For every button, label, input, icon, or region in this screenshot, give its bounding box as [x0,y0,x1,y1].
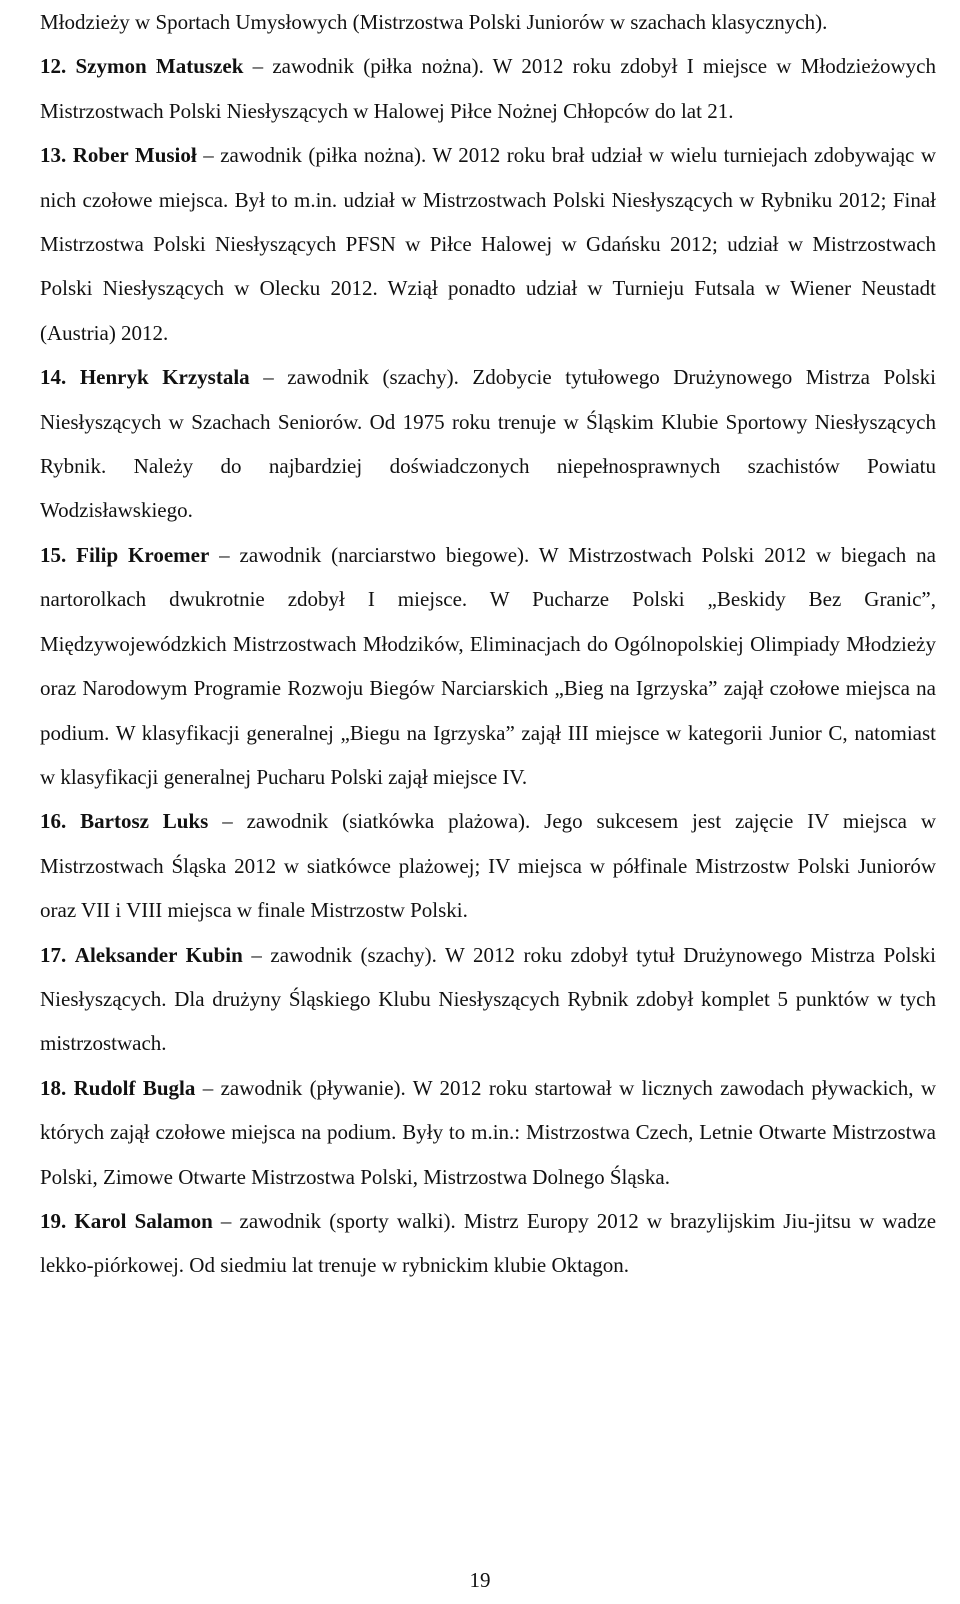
entry-12 [40,44,936,133]
entry-number: 14. [40,365,67,390]
document-body [40,0,936,1288]
entry-text: – zawodnik (pływanie). W 2012 roku startował w licznych zawodach pływackich, w których zajął czołowe miejsca na podium. Były to m.in.: Mistrzostwa Czech, Letnie Otwarte Mistrzostwa Polski, Zimowe Otwarte Mistrzostwa Polski, Mistrzostwa Dolnego Śląska. [40,1075,936,1189]
entry-name: Rudolf Bugla [73,1075,196,1100]
entry-name: Bartosz Luks [80,809,209,834]
entry-number: 18. [40,1075,67,1100]
intro-text: Młodzieży w Sportach Umysłowych (Mistrzostwa Polski Juniorów w szachach klasycznych). [40,10,828,34]
entry-number: 15. [40,542,67,567]
entry-16 [40,799,936,932]
intro-paragraph [40,0,936,44]
entry-text: – zawodnik (szachy). W 2012 roku zdobył tytuł Drużynowego Mistrza Polski Niesłyszących. Dla drużyny Śląskiego Klubu Niesłyszących Rybnik zdobył komplet 5 punktów w tych mistrzostwach. [40,942,936,1056]
entry-text: – zawodnik (szachy). Zdobycie tytułowego Drużynowego Mistrza Polski Niesłyszących w Szachach Seniorów. Od 1975 roku trenuje w Śląskim Klubie Sportowy Niesłyszących Rybnik. Należy do najbardziej doświadczonych niepełnosprawnych szachistów Powiatu Wodzisławskiego. [40,365,937,523]
entry-number: 16. [40,809,67,834]
entry-text: – zawodnik (piłka nożna). W 2012 roku brał udział w wielu turniejach zdobywając w nich czołowe miejsca. Był to m.in. udział w Mistrzostwach Polski Niesłyszących w Rybniku 2012; Finał Mistrzostwa Polski Niesłyszących PFSN w Piłce Halowej w Gdańsku 2012; udział w Mistrzostwach Polski Niesłyszących w Olecku 2012. Wziął ponadto udział w Turnieju Futsala w Wiener Neustadt (Austria) 2012. [40,143,936,345]
entry-name: Aleksander Kubin [74,942,243,967]
entry-text: – zawodnik (siatkówka plażowa). Jego sukcesem jest zajęcie IV miejsca w Mistrzostwach Śląska 2012 w siatkówce plażowej; IV miejsca w półfinale Mistrzostw Polski Juniorów oraz VII i VIII miejsca w finale Mistrzostw Polski. [40,809,936,923]
entry-number: 12. [40,54,67,79]
page-number: 19 [469,1568,491,1592]
entry-name: Henryk Krzystala [79,365,250,390]
entry-name: Filip Kroemer [76,542,210,567]
entry-14 [40,355,936,533]
entry-text: – zawodnik (narciarstwo biegowe). W Mistrzostwach Polski 2012 w biegach na nartorolkach dwukrotnie zdobył I miejsce. W Pucharze Polski „Beskidy Bez Granic”, Międzywojewódzkich Mistrzostwach Młodzików, Eliminacjach do Ogólnopolskiej Olimpiady Młodzieży oraz Narodowym Programie Rozwoju Biegów Narciarskich „Bieg na Igrzyska” zajął czołowe miejsca na podium. W klasyfikacji generalnej „Biegu na Igrzyska” zajął III miejsce w kategorii Junior C, natomiast w klasyfikacji generalnej Pucharu Polski zajął miejsce IV. [40,542,937,789]
entry-17 [40,933,936,1066]
entry-text: – zawodnik (piłka nożna). W 2012 roku zdobył I miejsce w Młodzieżowych Mistrzostwach Polski Niesłyszących w Halowej Piłce Nożnej Chłopców do lat 21. [40,54,936,123]
entry-13 [40,133,936,355]
entry-number: 17. [40,942,67,967]
entry-text: – zawodnik (sporty walki). Mistrz Europy 2012 w brazylijskim Jiu-jitsu w wadze lekko-piórkowej. Od siedmiu lat trenuje w rybnickim klubie Oktagon. [40,1208,937,1278]
entry-18 [40,1066,936,1199]
entry-name: Rober Musioł [72,143,197,168]
entry-19 [40,1199,936,1288]
entry-number: 19. [40,1208,67,1233]
entry-name: Karol Salamon [74,1208,213,1233]
entry-number: 13. [40,143,67,168]
entry-name: Szymon Matuszek [75,54,244,79]
entry-15 [40,533,936,799]
